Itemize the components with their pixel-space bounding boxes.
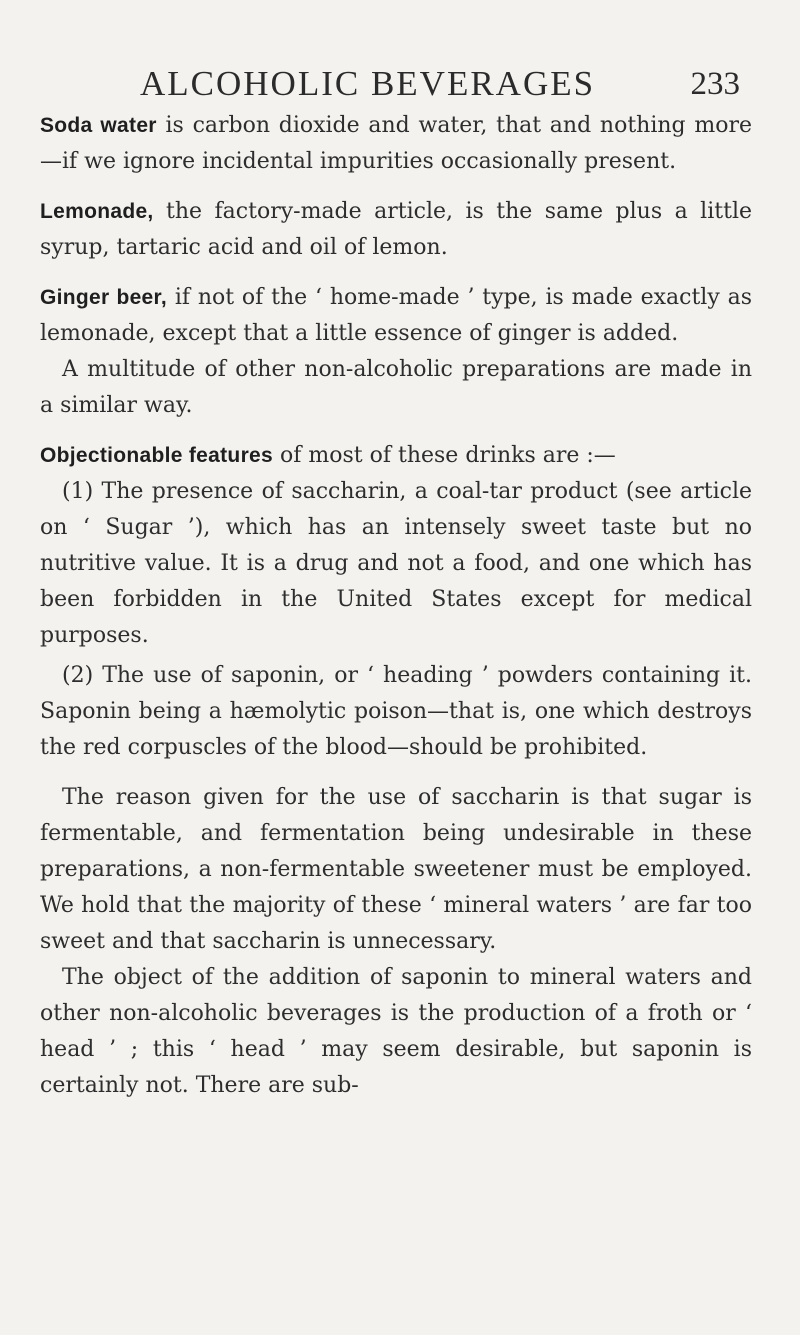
paragraph-reason: The reason given for the use of saccharin is that sugar is fermentable, and fermentation being undesirable in these preparations, a non-fermentable sweetener must be employed. We hold that the majority of these ‘ mineral waters ’ are far too sweet and that saccharin is unnecessary.	[40, 785, 752, 954]
paragraph-ginger-beer	[40, 280, 752, 352]
list-item-saponin: (2) The use of saponin, or ‘ heading ’ powders containing it. Saponin being a hæmolytic poison—that is, one which destroys the red corpuscles of the blood—should be prohibited.	[40, 663, 752, 760]
term-soda-water: Soda water	[40, 114, 157, 137]
paragraph-text: is carbon dioxide and water, that and nothing more—if we ignore incidental impurities occasionally present.	[40, 113, 752, 174]
term-lemonade: Lemonade,	[40, 200, 154, 223]
running-title: ALCOHOLIC BEVERAGES	[140, 64, 596, 103]
term-ginger-beer: Ginger beer,	[40, 286, 167, 309]
paragraph-objectionable	[40, 438, 752, 474]
page-number: 233	[690, 66, 740, 102]
running-head	[140, 62, 740, 106]
term-objectionable-features: Objectionable features	[40, 444, 273, 467]
paragraph-soda-water	[40, 108, 752, 180]
list-item-saccharin: (1) The presence of saccharin, a coal-tar product (see article on ‘ Sugar ’), which has an intensely sweet taste but no nutritive value. It is a drug and not a food, and one which has been forbidden in the United States except for medical purposes.	[40, 479, 752, 648]
paragraph-text: the factory-made article, is the same plus a little syrup, tartaric acid and oil of lemon.	[40, 199, 752, 260]
paragraph-multitude: A multitude of other non-alcoholic preparations are made in a similar way.	[40, 357, 752, 418]
body-text	[40, 108, 752, 1104]
paragraph-text: of most of these drinks are :—	[273, 443, 616, 468]
paragraph-lemonade	[40, 194, 752, 266]
paragraph-text: if not of the ‘ home-made ’ type, is made exactly as lemonade, except that a little essence of ginger is added.	[40, 285, 752, 346]
paragraph-object: The object of the addition of saponin to mineral waters and other non-alcoholic beverages is the production of a froth or ‘ head ’ ; this ‘ head ’ may seem desirable, but saponin is certainly not. There are sub-	[40, 965, 752, 1098]
